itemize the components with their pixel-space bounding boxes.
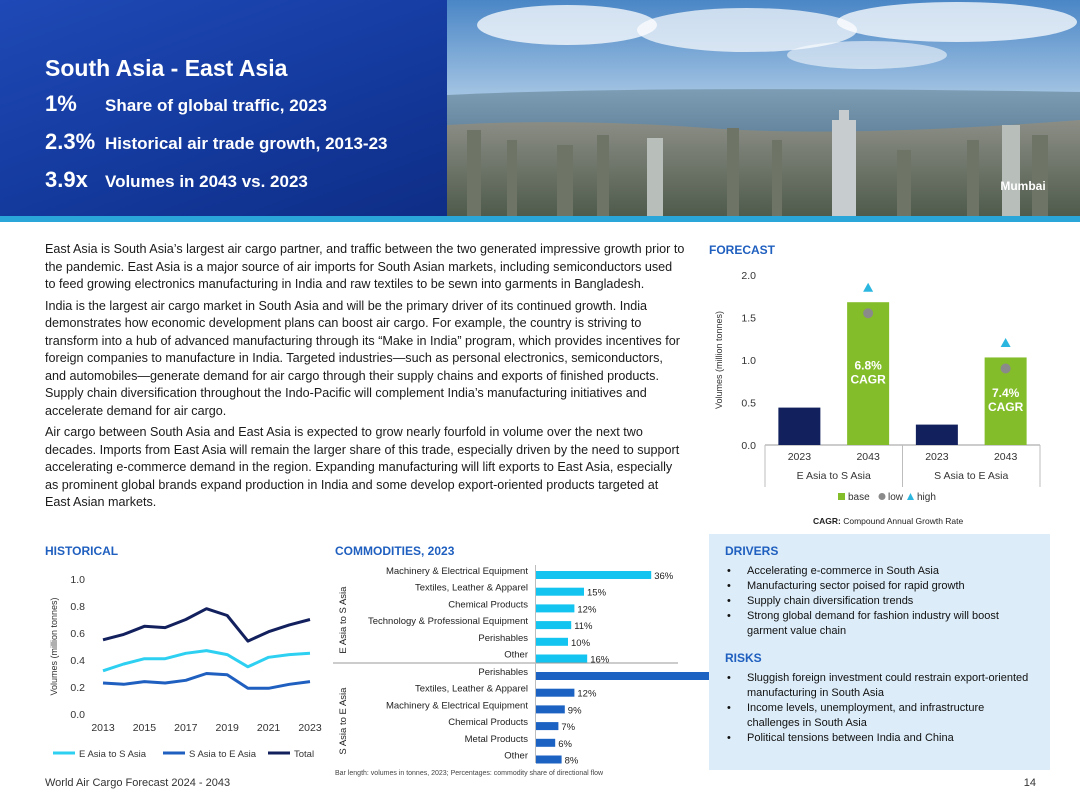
y-tick-label: 0.6 <box>70 628 85 640</box>
share-label: 36% <box>654 571 674 582</box>
commodity-bar <box>536 756 562 764</box>
legend-label: E Asia to S Asia <box>79 749 147 760</box>
commodity-label: Textiles, Leather & Apparel <box>414 683 528 695</box>
legend-base-swatch <box>838 493 845 500</box>
share-label: 16% <box>590 654 610 666</box>
list-item: • Sluggish foreign investment could restrain export-oriented manufacturing in South Asia <box>725 671 1035 701</box>
share-label: 12% <box>577 604 597 616</box>
legend-low-swatch <box>879 493 886 500</box>
paragraph: India is the largest air cargo market in South Asia and will be the primary driver of its continued growth. India demonstrates how economic development plans can boost air cargo. For example, the country is striving to transform into a hub of advanced manufacturing through its “Make in India” program, which provides incentives for foreign companies to manufacture in India. Targeted industries—such as personal electronics, semiconductors, and automobiles—generate demand for air cargo through their supply chains and exports of finished products. Supply chain diversification throughout the Indo-Pacific will complement India’s manufacturing initiatives and accelerate demand for air cargo. <box>45 298 680 418</box>
low-marker <box>863 308 873 318</box>
commodity-bar <box>536 655 587 663</box>
commodity-label: Machinery & Electrical Equipment <box>385 566 528 577</box>
list-item: • Accelerating e-commerce in South Asia <box>725 564 1035 579</box>
share-label: 15% <box>587 587 607 599</box>
commodity-bar <box>536 722 558 730</box>
group-label: S Asia to E Asia <box>934 470 1009 482</box>
share-label: 7% <box>561 722 576 734</box>
commodity-label: Perishables <box>478 667 528 678</box>
y-tick-label: 0.2 <box>70 682 85 694</box>
commodity-label: Technology & Professional Equipment <box>367 616 528 628</box>
commodities-heading: COMMODITIES, 2023 <box>335 544 455 558</box>
commodity-bar <box>536 638 568 646</box>
low-marker <box>1001 364 1011 374</box>
commodity-label: Metal Products <box>464 733 528 745</box>
commodity-label: Machinery & Electrical Equipment <box>385 700 528 712</box>
list-item: • Income levels, unemployment, and infrastructure challenges in South Asia <box>725 701 1035 731</box>
forecast-footnote <box>813 516 964 526</box>
risks-heading: RISKS <box>725 651 762 665</box>
stat-label: Volumes in 2043 vs. 2023 <box>105 172 308 191</box>
cagr-label: 6.8% <box>854 358 882 373</box>
x-tick-label: 2019 <box>215 722 239 734</box>
commodities-footnote: Bar length: volumes in tonnes, 2023; Percentages: commodity share of directional flow <box>335 770 604 777</box>
hero-panel <box>0 0 447 216</box>
drivers-list <box>725 564 1035 639</box>
y-axis-label: Volumes (million tonnes) <box>49 597 59 696</box>
x-tick-label: 2043 <box>856 451 880 463</box>
x-tick-label: 2013 <box>91 722 115 734</box>
share-label: 6% <box>558 738 572 750</box>
y-tick-label: 0.0 <box>70 709 85 721</box>
cagr-label: 7.4% <box>991 386 1020 401</box>
series-line <box>103 674 310 689</box>
y-tick-label: 2.0 <box>741 270 756 282</box>
forecast-heading: FORECAST <box>709 243 775 257</box>
stat-label: Historical air trade growth, 2013-23 <box>105 134 388 153</box>
group-label: S Asia to E Asia <box>338 687 349 755</box>
y-tick-label: 0.5 <box>741 397 756 410</box>
legend-label: S Asia to E Asia <box>189 749 257 760</box>
x-tick-label: 2023 <box>787 451 812 463</box>
body-text <box>45 241 685 516</box>
commodity-label: Chemical Products <box>448 599 528 611</box>
legend-low-label: low <box>888 492 904 503</box>
commodity-bar <box>536 672 722 680</box>
high-marker <box>863 283 873 292</box>
legend-high-swatch <box>907 493 914 500</box>
stat-label: Share of global traffic, 2023 <box>105 96 328 115</box>
drivers-risks-panel <box>709 534 1050 770</box>
series-line <box>103 651 310 671</box>
cagr-label: CAGR <box>850 372 886 387</box>
y-axis-label: Volumes (million tonnes) <box>714 310 724 410</box>
list-item: • Political tensions between India and China <box>725 731 1035 746</box>
x-tick-label: 2023 <box>925 451 949 463</box>
y-tick-label: 1.0 <box>741 355 756 367</box>
stat-value: 1% <box>45 91 77 116</box>
y-tick-label: 0.4 <box>70 655 85 667</box>
x-tick-label: 2017 <box>174 722 198 734</box>
x-tick-label: 2023 <box>298 722 322 734</box>
header-accent-bar <box>0 216 1080 222</box>
commodity-label: Textiles, Leather & Apparel <box>414 582 528 594</box>
risks-list <box>725 671 1035 746</box>
commodity-bar <box>536 571 651 579</box>
commodity-bar <box>536 739 555 747</box>
share-label: 11% <box>574 621 593 633</box>
share-label: 12% <box>577 688 597 700</box>
city-photo <box>447 0 1080 216</box>
commodity-label: Chemical Products <box>448 717 528 729</box>
commodity-bar <box>536 588 584 596</box>
stat-value: 2.3% <box>45 129 96 154</box>
y-tick-label: 0.0 <box>741 440 756 452</box>
stat-value: 3.9x <box>45 167 88 192</box>
region-title: South Asia - East Asia <box>45 55 288 81</box>
list-item: • Manufacturing sector poised for rapid growth <box>725 579 1035 594</box>
city-skyline-image <box>447 0 1080 216</box>
share-label: 9% <box>567 705 582 717</box>
x-tick-label: 2021 <box>256 722 281 734</box>
y-tick-label: 1.5 <box>741 312 756 325</box>
commodities-chart <box>333 563 695 778</box>
group-label: E Asia to S Asia <box>796 470 871 482</box>
legend-high-label: high <box>917 492 936 503</box>
photo-caption: Mumbai <box>1000 179 1046 193</box>
x-tick-label: 2015 <box>132 722 157 734</box>
group-label: E Asia to S Asia <box>338 586 349 654</box>
cagr-label: CAGR <box>987 400 1024 415</box>
historical-heading: HISTORICAL <box>45 544 119 558</box>
legend-base-label: base <box>848 492 870 503</box>
series-line <box>103 609 310 641</box>
forecast-bar <box>778 408 820 445</box>
x-tick-label: 2043 <box>993 451 1018 463</box>
footer-title: World Air Cargo Forecast 2024 - 2043 <box>45 777 231 789</box>
paragraph: East Asia is South Asia’s largest air cargo partner, and traffic between the two generated impressive growth prior to the pandemic. East Asia is a major source of air imports for South Asian markets, including semiconductors used to feed growing electronics manufacturing in India and raw textiles to be sewn into garments in Bangladesh. <box>45 242 685 291</box>
stat-row-share <box>45 91 327 117</box>
commodity-bar <box>536 621 571 629</box>
share-label: 8% <box>564 755 579 767</box>
commodity-bar <box>536 604 574 612</box>
commodity-label: Other <box>504 649 528 661</box>
list-item: • Supply chain diversification trends <box>725 594 1035 609</box>
high-marker <box>1001 338 1011 347</box>
y-tick-label: 0.8 <box>70 601 85 613</box>
historical-chart <box>40 565 340 770</box>
paragraph: Air cargo between South Asia and East Asia is expected to grow nearly fourfold in volume over the next two decades. Imports from East Asia will remain the larger share of this trade, especially driven by the need to support accelerating e-commerce demand in the region. Expanding manufacturing will lift exports to East Asia, especially as prominent global brands expand production in India and some develop export-oriented products targeted at East Asian markets. <box>45 425 680 509</box>
list-item: • Strong global demand for fashion industry will boost garment value chain <box>725 609 1035 639</box>
forecast-chart <box>705 262 1050 532</box>
commodity-label: Perishables <box>478 632 528 644</box>
stat-row-growth <box>45 129 388 155</box>
drivers-heading: DRIVERS <box>725 544 779 558</box>
commodity-bar <box>536 705 565 713</box>
y-tick-label: 1.0 <box>70 574 85 586</box>
forecast-bar <box>916 425 958 445</box>
footnote-term: CAGR: <box>813 516 841 526</box>
stat-row-volume <box>45 167 308 193</box>
commodity-bar <box>536 689 574 697</box>
commodity-label: Other <box>504 750 528 762</box>
share-label: 10% <box>571 637 591 649</box>
legend-label: Total <box>294 749 315 760</box>
footnote-definition: Compound Annual Growth Rate <box>840 516 964 526</box>
page-number: 14 <box>1023 777 1036 789</box>
